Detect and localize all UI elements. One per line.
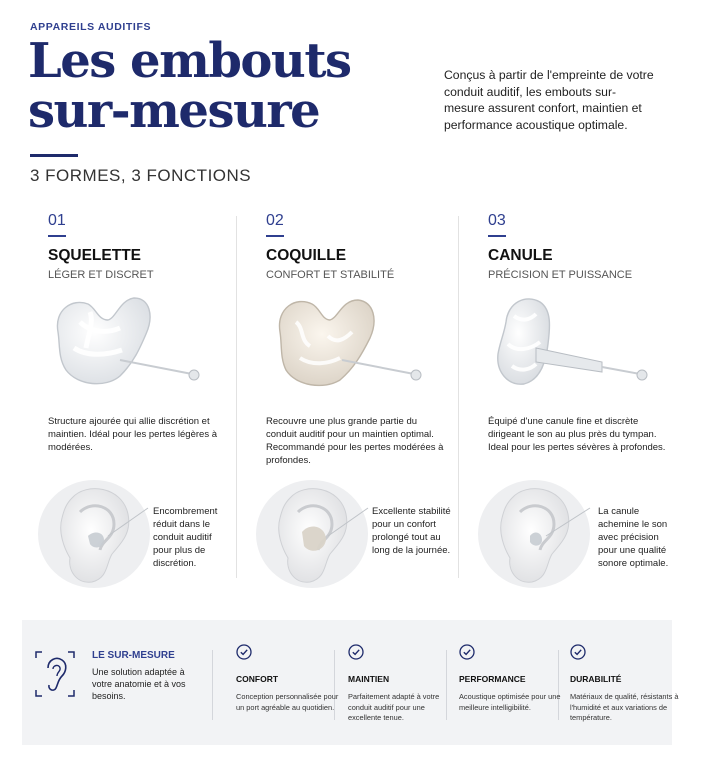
title-line-2: sur-mesure [28,83,320,139]
benefits-band [22,620,679,745]
column-name: COQUILLE [266,247,347,264]
squelette-earpiece-image [50,292,210,392]
column-name: SQUELETTE [48,247,142,264]
check-circle-icon [570,644,586,660]
column-tagline: LÉGER ET DISCRET [48,269,154,281]
feature-text: Acoustique optimisée pour une meilleure intelligibilité. [459,692,561,712]
column-tagline: PRÉCISION ET PUISSANCE [488,269,633,281]
feature-text: Conception personnalisée pour un port agréable au quotidien. [236,692,339,712]
column-name: CANULE [488,247,553,264]
ear-note: Encombrement réduit dans le conduit auditif pour plus de discrétion. [153,506,218,569]
number-rule [266,235,284,237]
page-title [28,33,351,139]
band-title: LE SUR-MESURE [92,650,175,661]
column-tagline: CONFORT ET STABILITÉ [266,269,395,281]
ear-squelette-image [34,478,154,590]
ear-canule-image [474,478,594,590]
feature-title: PERFORMANCE [459,674,526,684]
column-canule [488,212,688,281]
ear-coquille-image [252,478,372,590]
column-description: Recouvre une plus grande partie du conduit auditif pour un maintien optimal. Recommandé pour les pertes modérées à profondes. [266,416,444,466]
column-number: 01 [48,212,66,229]
feature-maintien [348,644,458,724]
feature-durabilite [570,644,680,724]
check-circle-icon [459,644,475,660]
feature-title: CONFORT [236,674,279,684]
feature-confort [236,644,346,713]
subtitle: 3 FORMES, 3 FONCTIONS [30,166,252,185]
ear-note: La canule achemine le son avec précision pour une qualité sonore optimale. [598,506,669,569]
column-coquille [266,212,466,281]
intro-paragraph: Conçus à partir de l'empreinte de votre conduit auditif, les embouts sur-mesure assurent confort, maintien et performance acoustique optimale. [444,68,654,132]
column-number: 03 [488,212,506,229]
check-circle-icon [236,644,252,660]
check-circle-icon [348,644,364,660]
title-line-1: Les embouts [28,33,351,89]
ear-note: Excellente stabilité pour un confort prolongé tout au long de la journée. [372,506,451,556]
title-rule [30,154,78,157]
column-description: Structure ajourée qui allie discrétion et maintien. Idéal pour les pertes légères à modérées. [48,416,217,453]
feature-performance [459,644,569,713]
column-number: 02 [266,212,284,229]
number-rule [48,235,66,237]
feature-text: Matériaux de qualité, résistants à l'humidité et aux variations de température. [570,692,679,722]
feature-title: MAINTIEN [348,674,390,684]
feature-title: DURABILITÉ [570,674,622,684]
coquille-earpiece-image [270,292,430,392]
band-text: Une solution adaptée à votre anatomie et à vos besoins. [92,667,186,701]
ear-outline-icon [34,650,76,698]
eyebrow: APPAREILS AUDITIFS [30,21,152,33]
feature-text: Parfaitement adapté à votre conduit auditif pour une excellente tenue. [348,692,440,722]
column-squelette [48,212,248,281]
number-rule [488,235,506,237]
column-description: Équipé d'une canule fine et discrète dirigeant le son au plus près du tympan. Ideal pour les pertes sévères à profondes. [488,416,666,453]
band-separator [212,650,213,720]
canule-earpiece-image [490,292,660,392]
